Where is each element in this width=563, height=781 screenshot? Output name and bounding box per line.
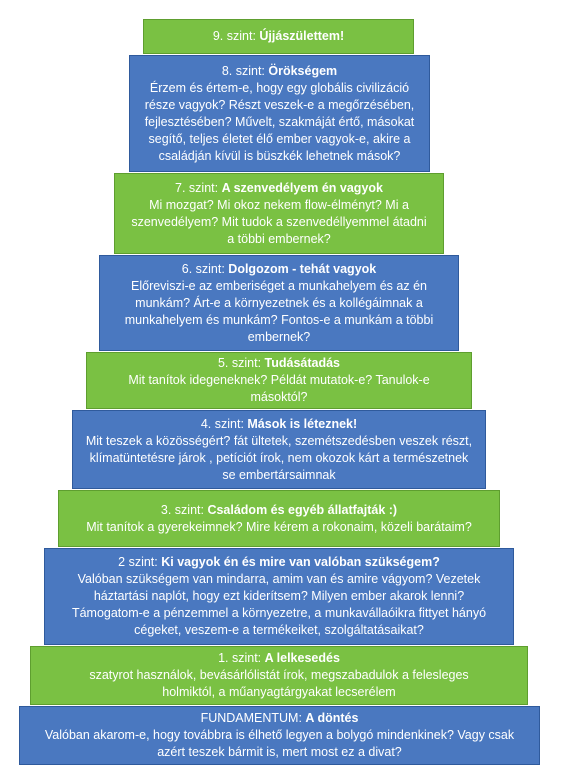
pyramid-level-fundament bbox=[19, 706, 540, 765]
level-2-prefix: 2 szint: bbox=[118, 555, 162, 569]
level-7-prefix: 7. szint: bbox=[175, 180, 222, 195]
pyramid-level-7 bbox=[114, 173, 444, 254]
level-5-body: Mit tanítok idegeneknek? Példát mutatok-e? Tanulok-e másoktól? bbox=[128, 373, 430, 404]
level-7-body: Mi mozgat? Mi okoz nekem flow-élményt? Mi a szenvedélyem? Mit tudok a szenvedéllyemmel átadni a többi embernek? bbox=[131, 197, 427, 246]
fundament-prefix: FUNDAMENTUM: bbox=[200, 711, 306, 725]
level-8-name: Örökségem bbox=[268, 63, 338, 78]
level-2-name: Ki vagyok én és mire van valóban szükségem? bbox=[161, 555, 440, 569]
pyramid-level-1 bbox=[30, 646, 528, 705]
level-6-body: Előreviszi-e az emberiséget a munkahelyem és az én munkám? Árt-e a környezetnek és a kollégáimnak a munkahelyem és munkám? Fontos-e a munkám a többi embernek? bbox=[124, 278, 434, 344]
level-8-body: Érzem és értem-e, hogy egy globális civilizáció része vagyok? Részt veszek-e a megőrzésében, fejlesztésében? Művelt, szakmáját értő, másokat segítő, teljes életet élő ember vagyok-e, akire a családján kívül is büszkék lehetnek mások? bbox=[144, 80, 415, 163]
level-4-title bbox=[85, 416, 473, 433]
level-9-title bbox=[150, 28, 407, 45]
level-6-title bbox=[112, 261, 446, 278]
fundament-title bbox=[34, 710, 525, 727]
level-5-name: Tudásátadás bbox=[264, 356, 341, 370]
level-1-body: szatyrot használok, bevásárlólistát írok, megszabadulok a felesleges holmiktól, a műanyagtárgyakat lecserélem bbox=[89, 668, 469, 699]
level-1-title bbox=[81, 650, 477, 667]
level-3-title bbox=[65, 502, 493, 519]
level-3-name: Családom és egyéb állatfajták :) bbox=[207, 502, 398, 517]
level-9-prefix: 9. szint: bbox=[212, 29, 260, 43]
level-4-name: Mások is léteznek! bbox=[247, 416, 358, 431]
pyramid-level-2 bbox=[44, 548, 514, 645]
level-5-prefix: 5. szint: bbox=[217, 356, 265, 370]
level-8-title bbox=[138, 63, 421, 80]
level-3-prefix: 3. szint: bbox=[160, 502, 208, 517]
pyramid-level-4 bbox=[72, 410, 486, 489]
fundament-body: Valóban akarom-e, hogy továbbra is élhető legyen a bolygó mindenkinek? Vagy csak azért teszek bármit is, mert most ez a divat? bbox=[44, 728, 515, 759]
pyramid-level-9 bbox=[143, 19, 414, 54]
level-3-body: Mit tanítok a gyerekeimnek? Mire kérem a rokonaim, közeli barátaim? bbox=[86, 519, 472, 534]
level-4-body: Mit teszek a közösségért? fát ültetek, szemétszedésben veszek részt, klímatüntetésre járok , petíciót írok, nem okozok kárt a természetnek se embertársaimnak bbox=[85, 433, 473, 482]
level-7-title bbox=[129, 180, 429, 197]
level-1-name: A lelkesedés bbox=[264, 651, 340, 665]
level-6-prefix: 6. szint: bbox=[181, 261, 229, 276]
pyramid-level-5 bbox=[86, 352, 472, 409]
level-1-prefix: 1. szint: bbox=[218, 651, 265, 665]
level-2-body: Valóban szükségem van mindarra, amim van és amire vágyom? Vezetek háztartási naplót, hogy ezt kiderítsem? Milyen ember akarok lenni? Támogatom-e a pénzemmel a környezetre, a munkavállaóikra fittyet hányó cégeket, veszem-e a termékeiket, szolgáltatásaikat? bbox=[71, 572, 487, 637]
fundament-name: A döntés bbox=[305, 711, 359, 725]
pyramid-level-3 bbox=[58, 490, 500, 547]
level-9-name: Újjászülettem! bbox=[259, 29, 345, 43]
pyramid-level-6 bbox=[99, 255, 459, 351]
level-6-name: Dolgozom - tehát vagyok bbox=[228, 261, 377, 276]
level-2-title bbox=[57, 554, 501, 571]
level-4-prefix: 4. szint: bbox=[200, 416, 248, 431]
pyramid-level-8 bbox=[129, 55, 430, 172]
level-7-name: A szenvedélyem én vagyok bbox=[221, 180, 383, 195]
level-8-prefix: 8. szint: bbox=[221, 63, 269, 78]
level-5-title bbox=[117, 355, 441, 372]
